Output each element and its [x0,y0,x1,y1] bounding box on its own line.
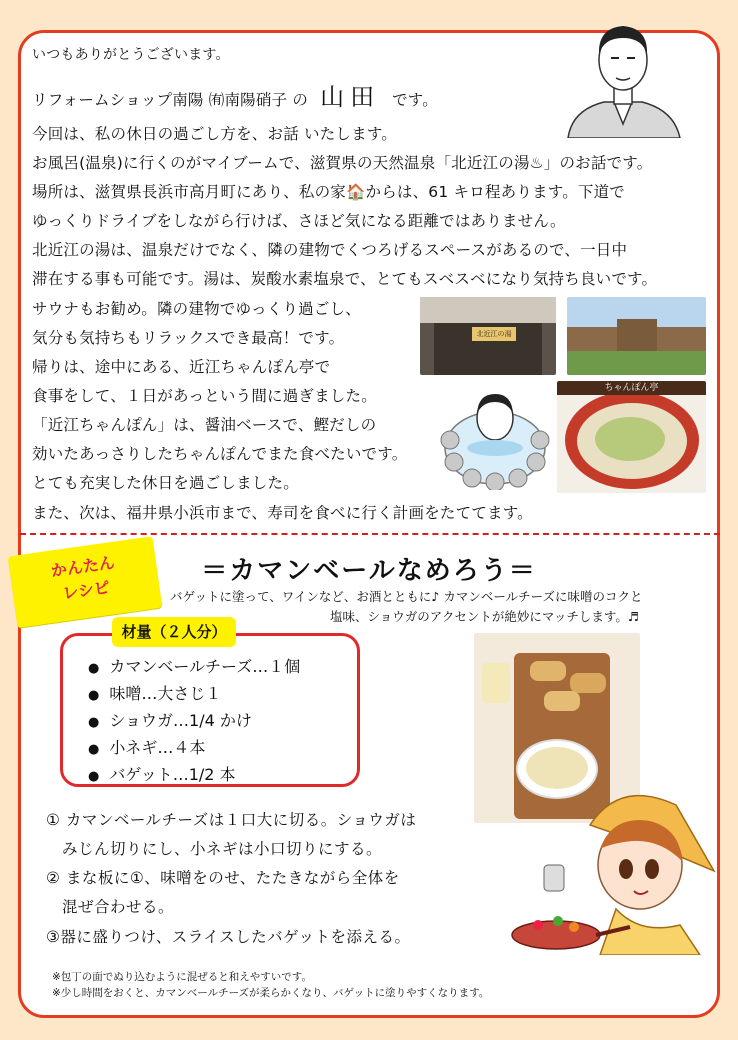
recipe-description: 塩味、ショウガのアクセントが絶妙にマッチします。♬ [330,609,640,624]
body-line: 食事をして、１日があっという間に過ぎました。 [32,387,377,405]
body-line: 滞在する事も可能です。湯は、炭酸水素塩泉で、とてもスベスベになり気持ち良いです。 [32,270,658,288]
ingredient-item: ● ショウガ…1/4 かけ [88,708,300,735]
body-line: 今回は、私の休日の過ごし方を、お話 いたします。 [32,125,397,143]
body-line: とても充実した休日を過ごしました。 [32,474,299,492]
ingredient-item: ● 小ネギ…４本 [88,735,300,762]
onsen-building-photo [567,297,706,375]
champon-bowl-photo [557,381,706,493]
body-line: 帰りは、途中にある、近江ちゃんぽん亭で [32,358,331,376]
author-bathing-illustration [440,378,550,490]
ingredient-item: ● 味噌…大さじ１ [88,681,300,708]
cook-girl-illustration [500,785,720,955]
ingredients-label: 材量（２人分） [112,617,236,647]
bowl-label: ちゃんぽん亭 [557,381,706,395]
recipe-step: みじん切りにし、小ネギは小口切りにする。 [46,840,383,858]
recipe-step: ① カマンベールチーズは１口大に切る。ショウガは [46,811,417,829]
body-line: 「近江ちゃんぽん」は、醤油ベースで、鰹だしの [32,416,377,434]
recipe-note: ※包丁の面でぬり込むように混ぜると和えやすいです。 [52,971,312,983]
recipe-title: ＝カマンベールなめろう＝ [201,556,537,586]
author-name: 山田 [320,83,381,111]
ingredients-list [88,654,300,789]
easy-recipe-tag-text: かんたん レシピ [49,552,116,604]
body-line: ゆっくりドライブをしながら行けば、さほど気になる距離ではありません。 [32,212,566,230]
ingredient-item: ● カマンベールチーズ…１個 [88,654,300,681]
greeting: いつもありがとうございます。 [32,47,230,63]
recipe-step: 混ぜ合わせる。 [46,898,175,916]
author-line [32,83,438,111]
section-divider [20,533,720,535]
body-line: サウナもお勧め。隣の建物でゆっくり過ごし、 [32,300,361,318]
recipe-note: ※少し時間をおくと、カマンベールチーズが柔らかくなり、バゲットに塗りやすくなります。 [52,987,490,999]
onsen-sign: 北近江の湯 [472,327,516,341]
body-line: 気分も気持ちもリラックスでき最高！です。 [32,329,345,347]
recipe-step: ② まな板に①、味噌をのせ、たたきながら全体を [46,869,400,887]
shop-name: リフォームショップ南陽 ㈲南陽硝子 の [32,91,309,109]
body-line: また、次は、福井県小浜市まで、寿司を食べに行く計画をたててます。 [32,504,533,522]
body-line: お風呂(温泉)に行くのがマイブームで、滋賀県の天然温泉「北近江の湯♨」のお話です。 [32,154,653,172]
body-line: 効いたあっさりしたちゃんぽんでまた食べたいです。 [32,445,408,463]
body-line: 場所は、滋賀県長浜市高月町にあり、私の家🏠からは、61 キロ程あります。下道で [32,183,626,201]
author-suffix: です。 [392,91,438,109]
ingredient-item: ● バゲット…1/2 本 [88,762,300,789]
body-line: 北近江の湯は、温泉だけでなく、隣の建物でくつろげるスペースがあるので、一日中 [32,241,628,259]
recipe-description: バゲットに塗って、ワインなど、お酒とともに♪ カマンベールチーズに味噌のコクと [170,589,643,604]
recipe-step: ③器に盛りつけ、スライスしたバゲットを添える。 [46,928,411,946]
onsen-entrance-photo [420,297,556,375]
author-portrait-illustration [558,14,688,138]
